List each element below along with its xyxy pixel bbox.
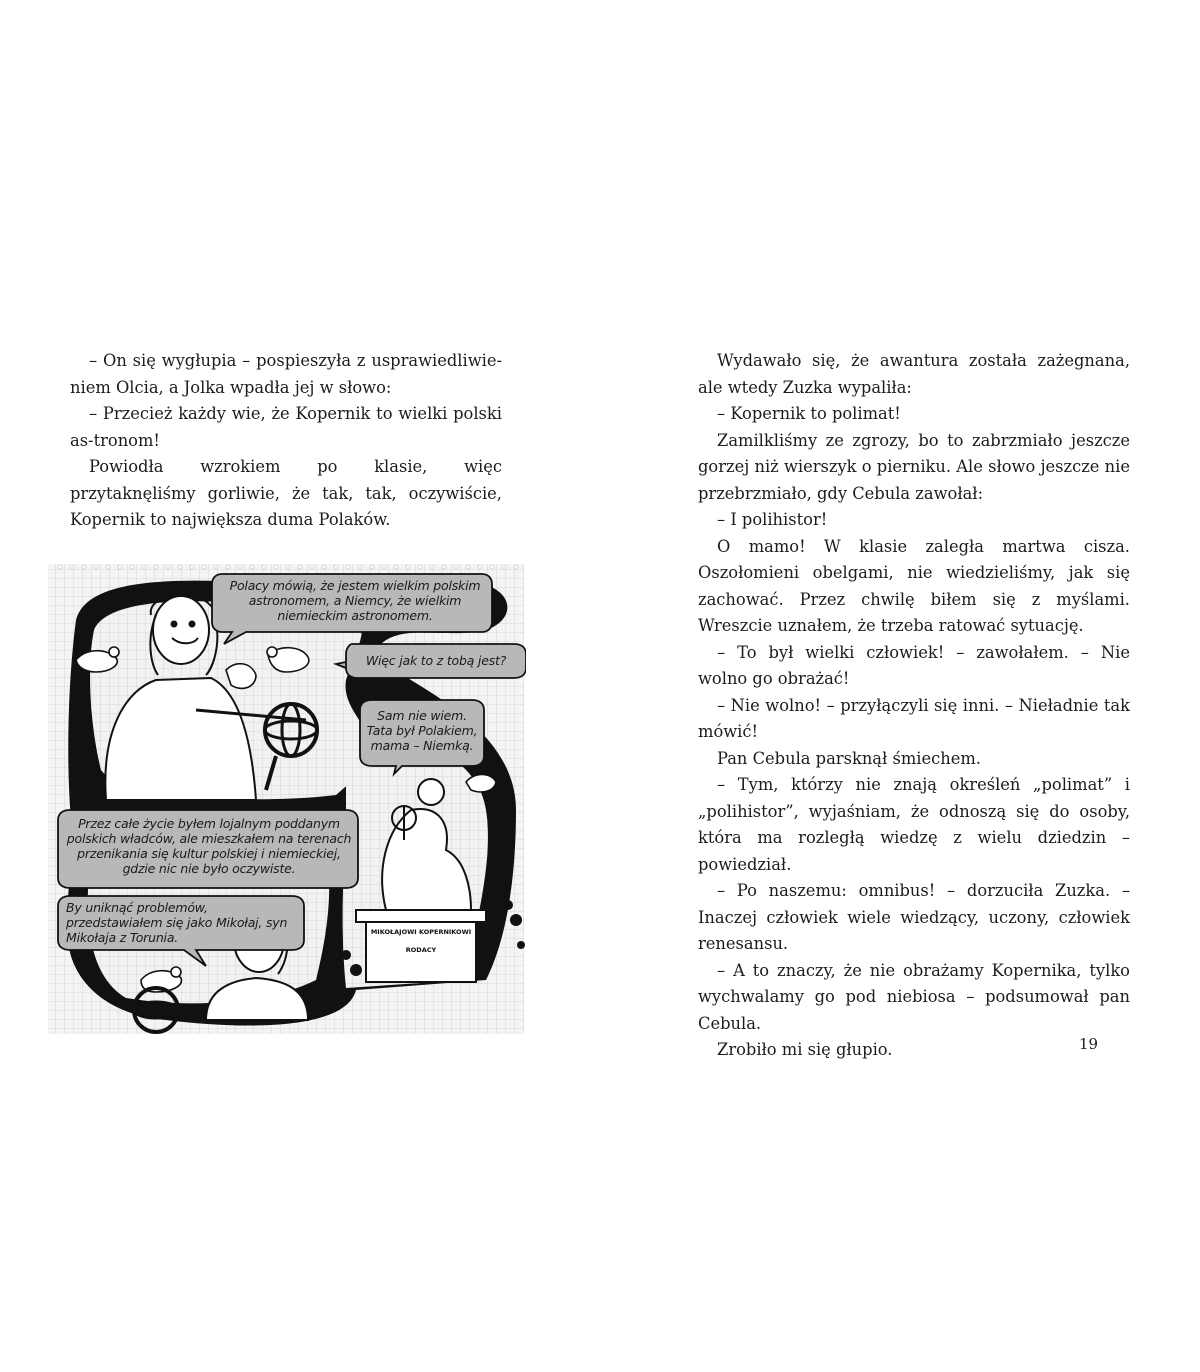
plaque-line-1: MIKOŁAJOWI KOPERNIKOWI — [370, 928, 472, 936]
right-page-text — [698, 348, 1130, 1064]
paragraph: O mamo! W klasie zaległa martwa cisza. Oszołomieni obelgami, nie wiedzieliśmy, jak się zachować. Przez chwilę biłem się z myślami. Wreszcie uznałem, że trzeba ratować sytuację. — [698, 536, 1130, 635]
paragraph: – I polihistor! — [717, 510, 828, 529]
paragraph: Wydawało się, że awantura została zażegnana, ale wtedy Zuzka wypaliła: — [698, 351, 1130, 397]
page-number: 19 — [1079, 1035, 1099, 1053]
speech-bubble-2: Więc jak to z tobą jest? — [365, 653, 507, 668]
speech-bubble-3: Sam nie wiem. Tata był Polakiem, mama – Niemką. — [366, 708, 478, 753]
comic-illustration — [46, 560, 526, 1036]
paragraph: – A to znaczy, że nie obrażamy Kopernika, tylko wychwalamy go pod niebiosa – podsumował pan Cebula. — [698, 960, 1130, 1033]
speech-bubble-5: By uniknąć problemów, przedstawiałem się jako Mikołaj, syn Mikołaja z Torunia. — [66, 900, 288, 945]
paragraph: Powiodła wzrokiem po klasie, więc przytaknęliśmy gorliwie, że tak, tak, oczywiście, Kopernik to największa duma Polaków. — [70, 457, 502, 529]
left-page-text — [70, 348, 502, 534]
speech-bubble-4: Przez całe życie byłem lojalnym poddanym polskich władców, ale mieszkałem na terenach przenikania się kultur polskiej i niemieckiej, gdzie nic nie było oczywiste. — [66, 816, 352, 876]
paragraph: Pan Cebula parsknął śmiechem. — [717, 748, 981, 768]
statue-plaque — [368, 928, 474, 954]
paragraph: – To był wielki człowiek! – zawołałem. – Nie wolno go obrażać! — [698, 642, 1130, 688]
paragraph: – Przecież każdy wie, że Kopernik to wielki polski as-tronom! — [70, 404, 502, 450]
plaque-line-2: RODACY — [405, 946, 437, 954]
paragraph: – Po naszemu: omnibus! – dorzuciła Zuzka. – Inaczej człowiek wiele wiedzący, uczony, człowiek renesansu. — [698, 881, 1130, 953]
speech-bubble-1: Polacy mówią, że jestem wielkim polskim astronomem, a Niemcy, że wielkim niemieckim astronomem. — [229, 578, 481, 623]
paragraph: – On się wygłupia – pospieszyła z usprawiedliwie-niem Olcia, a Jolka wpadła jej w słowo: — [70, 351, 502, 397]
paragraph: – Kopernik to polimat! — [717, 404, 901, 423]
comic-artwork — [46, 560, 526, 1036]
paragraph: – Nie wolno! – przyłączyli się inni. – Nieładnie tak mówić! — [698, 695, 1130, 741]
paragraph: Zrobiło mi się głupio. — [717, 1040, 893, 1059]
paragraph: – Tym, którzy nie znają określeń „polimat” i „polihistor”, wyjaśniam, że odnoszą się do osoby, która ma rozległą wiedzę z wielu dziedzin – powiedział. — [698, 775, 1130, 874]
paragraph: Zamilkliśmy ze zgrozy, bo to zabrzmiało jeszcze gorzej niż wierszyk o pierniku. Ale słowo jeszcze nie przebrzmiało, gdy Cebula zawołał: — [698, 430, 1130, 503]
